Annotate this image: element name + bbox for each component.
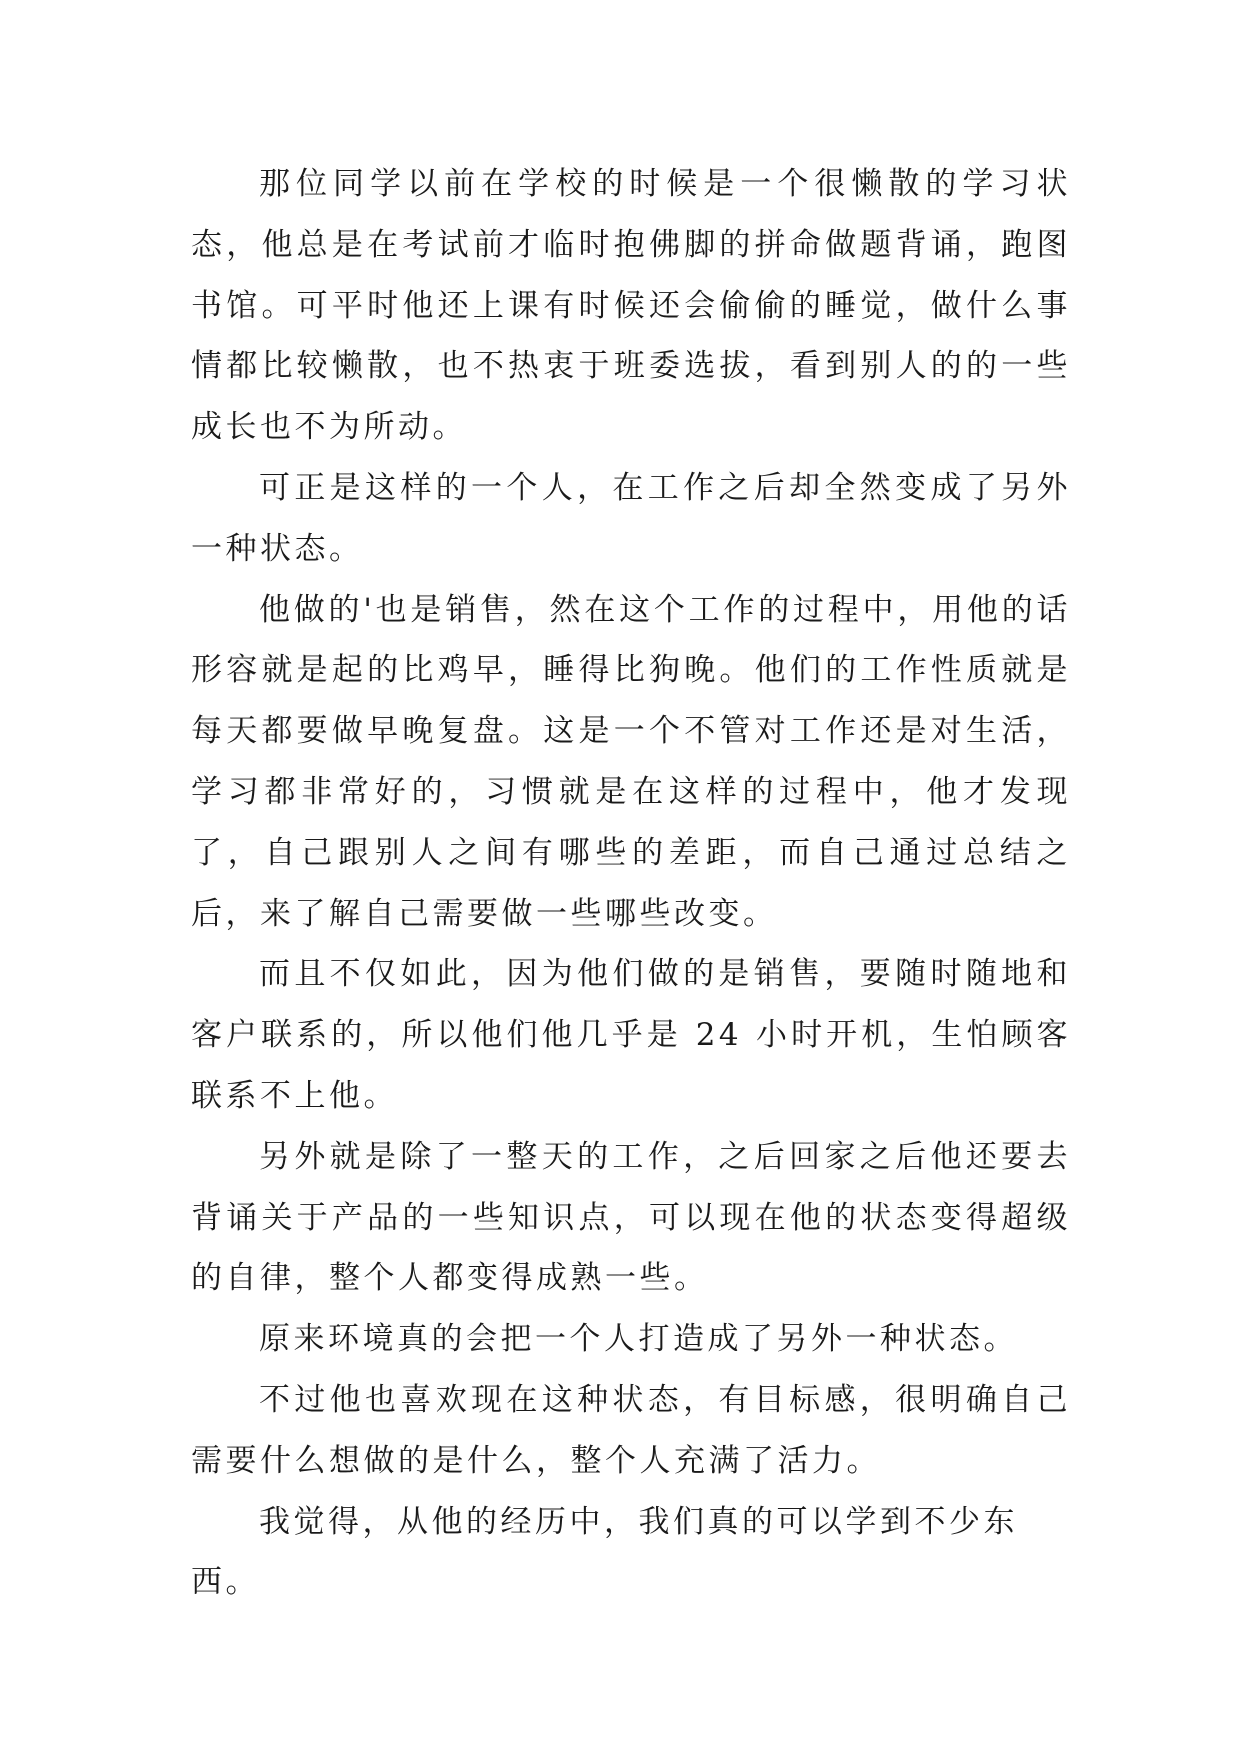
paragraph-7: 不过他也喜欢现在这种状态，有目标感，很明确自己需要什么想做的是什么，整个人充满了活力。	[191, 1381, 1071, 1479]
paragraph-4: 而且不仅如此，因为他们做的是销售，要随时随地和客户联系的，所以他们他几乎是 24 小时开机，生怕顾客联系不上他。	[191, 956, 1071, 1114]
paragraph-5: 另外就是除了一整天的工作，之后回家之后他还要去背诵关于产品的一些知识点，可以现在他的状态变得超级的自律，整个人都变得成熟一些。	[191, 1138, 1071, 1297]
document-body	[191, 154, 1071, 1613]
paragraph-2: 可正是这样的一个人，在工作之后却全然变成了另外一种状态。	[191, 469, 1071, 567]
paragraph-1: 那位同学以前在学校的时候是一个很懒散的学习状态，他总是在考试前才临时抱佛脚的拼命做题背诵，跑图书馆。可平时他还上课有时候还会偷偷的睡觉，做什么事情都比较懒散，也不热衷于班委选拔，看到别人的的一些成长也不为所动。	[191, 166, 1071, 446]
paragraph-8: 我觉得，从他的经历中，我们真的可以学到不少东西。	[191, 1503, 1018, 1601]
paragraph-6: 原来环境真的会把一个人打造成了另外一种状态。	[259, 1321, 1018, 1358]
paragraph-3: 他做的'也是销售，然在这个工作的过程中，用他的话形容就是起的比鸡早，睡得比狗晚。他们的工作性质就是每天都要做早晚复盘。这是一个不管对工作还是对生活，学习都非常好的，习惯就是在这样的过程中，他才发现了，自己跟别人之间有哪些的差距，而自己通过总结之后，来了解自己需要做一些哪些改变。	[191, 591, 1071, 932]
